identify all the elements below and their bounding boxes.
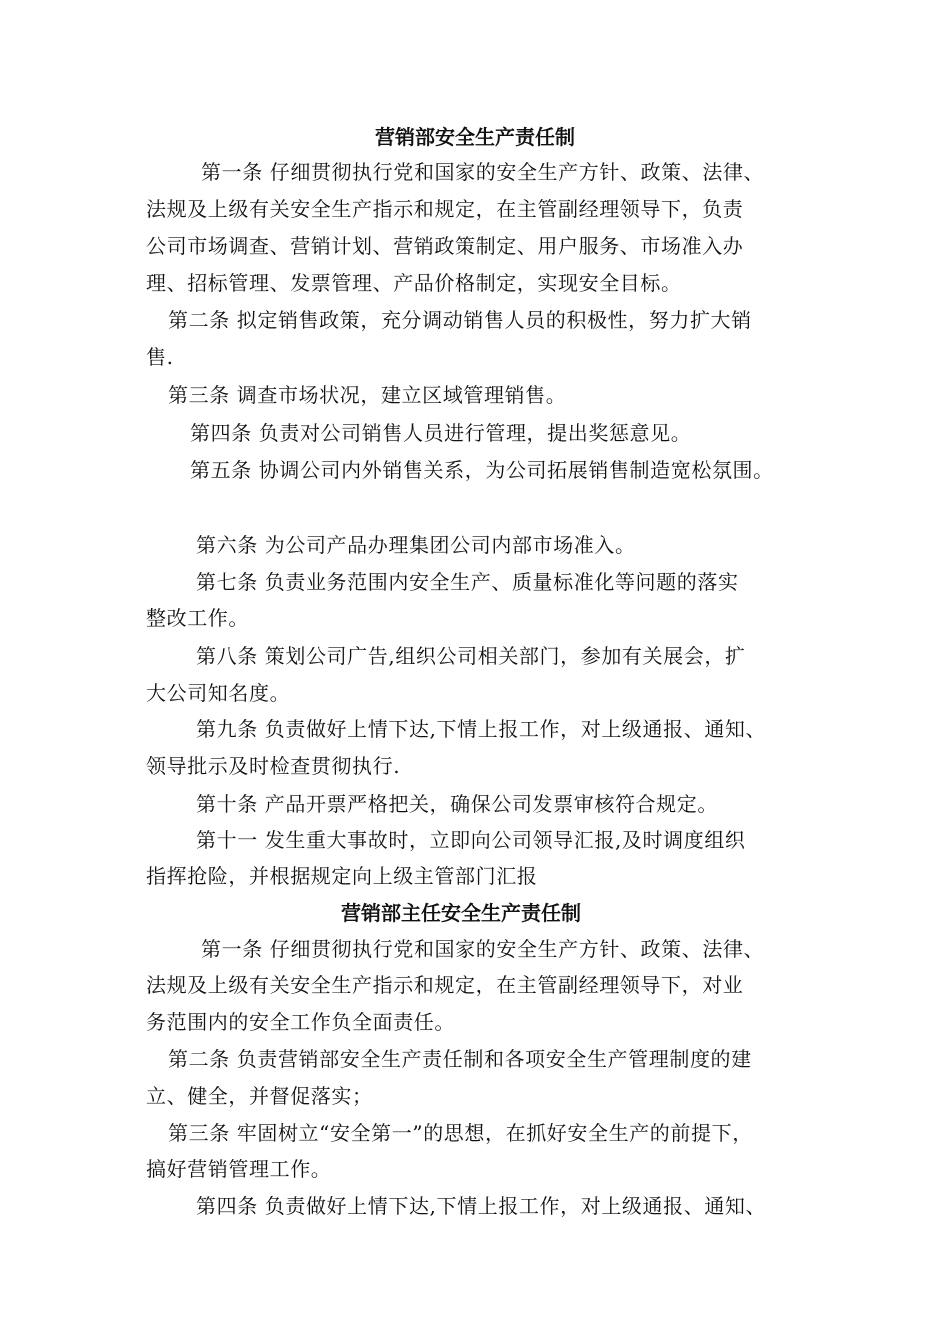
- section1-line: 大公司知名度。: [146, 681, 291, 705]
- section1-line: 公司市场调查、营销计划、营销政策制定、用户服务、市场准入办: [146, 234, 744, 258]
- section1-line: 第五条 协调公司内外销售关系，为公司拓展销售制造宽松氛围。: [190, 458, 774, 482]
- section1-line: 理、招标管理、发票管理、产品价格制定，实现安全目标。: [146, 271, 682, 295]
- section1-line: 售.: [146, 345, 174, 369]
- section2-line: 第二条 负责营销部安全生产责任制和各项安全生产管理制度的建: [168, 1047, 752, 1071]
- section1-line: 领导批示及时检查贯彻执行.: [146, 754, 401, 778]
- section1-title: 营销部安全生产责任制: [375, 125, 575, 149]
- section1-line: 第二条 拟定销售政策，充分调动销售人员的积极性，努力扩大销: [168, 308, 752, 332]
- section2-line: 第四条 负责做好上情下达,下情上报工作，对上级通报、通知、: [196, 1194, 767, 1218]
- section2-title: 营销部主任安全生产责任制: [341, 901, 581, 925]
- section1-line: 指挥抢险，并根据规定向上级主管部门汇报: [146, 864, 538, 888]
- section1-line: 第四条 负责对公司销售人员进行管理，提出奖惩意见。: [190, 421, 692, 445]
- section2-line: 立、健全，并督促落实；: [146, 1084, 373, 1108]
- section1-line: 第七条 负责业务范围内安全生产、质量标准化等问题的落实: [196, 570, 739, 594]
- section2-line: 第三条 牢固树立“安全第一”的思想，在抓好安全生产的前提下，: [168, 1121, 753, 1145]
- section2-line: 法规及上级有关安全生产指示和规定，在主管副经理领导下，对业: [146, 973, 744, 997]
- section1-line: 第一条 仔细贯彻执行党和国家的安全生产方针、政策、法律、: [201, 160, 765, 184]
- section1-line: 第九条 负责做好上情下达,下情上报工作，对上级通报、通知、: [196, 717, 767, 741]
- section1-line: 第十条 产品开票严格把关，确保公司发票审核符合规定。: [196, 792, 718, 816]
- section1-line: 整改工作。: [146, 606, 249, 630]
- section2-line: 第一条 仔细贯彻执行党和国家的安全生产方针、政策、法律、: [201, 937, 765, 961]
- section2-line: 搞好营销管理工作。: [146, 1157, 332, 1181]
- section1-line: 第六条 为公司产品办理集团公司内部市场准入。: [196, 533, 636, 557]
- section1-line: 第三条 调查市场状况，建立区域管理销售。: [168, 383, 567, 407]
- section1-line: 法规及上级有关安全生产指示和规定，在主管副经理领导下，负责: [146, 197, 744, 221]
- section1-line: 第八条 策划公司广告,组织公司相关部门，参加有关展会，扩: [196, 644, 746, 668]
- section1-line: 第十一 发生重大事故时，立即向公司领导汇报,及时调度组织: [196, 828, 746, 852]
- section2-line: 务范围内的安全工作负全面责任。: [146, 1010, 455, 1034]
